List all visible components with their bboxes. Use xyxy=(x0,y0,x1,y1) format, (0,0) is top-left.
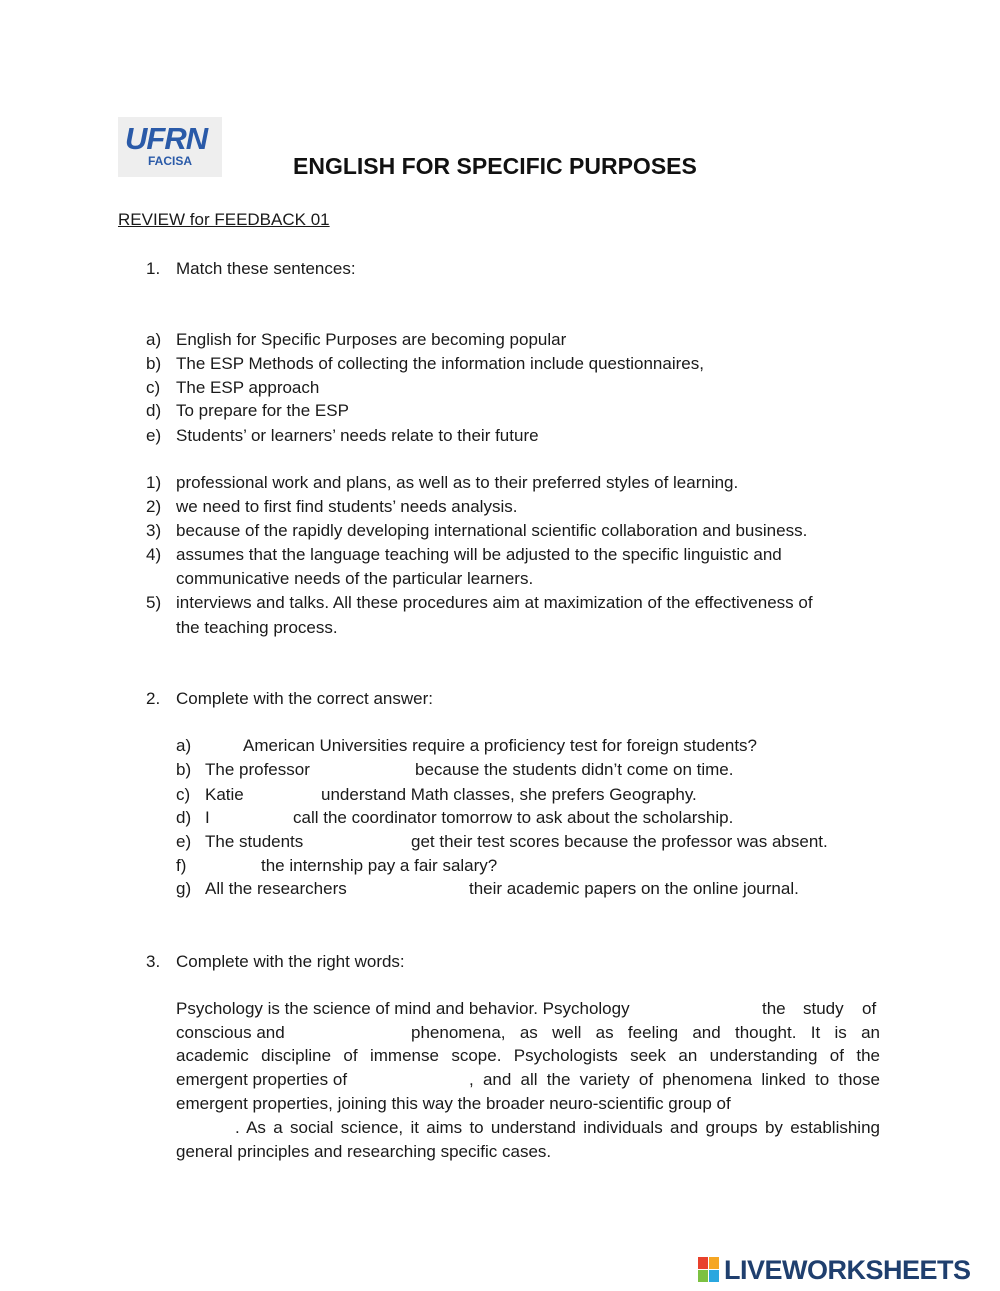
q1-right-item: we need to first find students’ needs analysis. xyxy=(176,497,518,516)
q2-text-after: their academic papers on the online journal. xyxy=(469,879,799,898)
q1-right-item: interviews and talks. All these procedures aim at maximization of the effectiveness of xyxy=(176,593,813,612)
q1-right-marker: 4) xyxy=(146,545,162,564)
logo-main-text: UFRN xyxy=(125,121,208,156)
q2-text-after: call the coordinator tomorrow to ask about the scholarship. xyxy=(293,808,734,827)
q2-marker: e) xyxy=(176,832,192,851)
q2-text-before: I xyxy=(205,808,210,827)
q1-left-item: Students’ or learners’ needs relate to their future xyxy=(176,426,539,445)
q1-number: 1. xyxy=(146,259,161,278)
liveworksheets-blocks-icon xyxy=(698,1257,720,1283)
q2-text-before: The professor xyxy=(205,760,310,779)
q2-text-after: American Universities require a proficiency test for foreign students? xyxy=(243,736,758,755)
q1-left-item: The ESP approach xyxy=(176,378,320,397)
q1-prompt: Match these sentences: xyxy=(176,259,356,278)
q2-marker: b) xyxy=(176,760,192,779)
q3-line-2a: conscious and xyxy=(176,1023,285,1042)
q1-left-marker: c) xyxy=(146,378,161,397)
q1-left-marker: d) xyxy=(146,401,162,420)
q2-text-before: The students xyxy=(205,832,304,851)
q2-marker: a) xyxy=(176,736,192,755)
q2-marker: f) xyxy=(176,856,187,875)
q1-right-item-cont: communicative needs of the particular learners. xyxy=(176,569,534,588)
q1-left-item: English for Specific Purposes are becoming popular xyxy=(176,330,567,349)
q2-text-before: Katie xyxy=(205,785,244,804)
q3-line-1a: Psychology is the science of mind and behavior. Psychology xyxy=(176,999,630,1018)
q2-prompt: Complete with the correct answer: xyxy=(176,689,433,708)
q2-marker: d) xyxy=(176,808,192,827)
q2-marker: c) xyxy=(176,785,191,804)
review-subtitle: REVIEW for FEEDBACK 01 xyxy=(118,210,330,229)
q2-text-after: the internship pay a fair salary? xyxy=(261,856,498,875)
q3-line-4a: emergent properties of xyxy=(176,1070,348,1089)
q1-right-item: professional work and plans, as well as to their preferred styles of learning. xyxy=(176,473,739,492)
q3-line-1b: the xyxy=(762,999,786,1018)
page-title: ENGLISH FOR SPECIFIC PURPOSES xyxy=(293,153,697,179)
q3-number: 3. xyxy=(146,952,161,971)
q2-text-after: get their test scores because the professor was absent. xyxy=(411,832,828,851)
q1-left-item: The ESP Methods of collecting the information include questionnaires, xyxy=(176,354,704,373)
q1-left-marker: e) xyxy=(146,426,162,445)
q3-line-5: emergent properties, joining this way the broader neuro-scientific group of xyxy=(176,1094,731,1113)
q1-right-item-cont: the teaching process. xyxy=(176,618,338,637)
q1-right-marker: 1) xyxy=(146,473,162,492)
q1-left-marker: b) xyxy=(146,354,162,373)
liveworksheets-text: LIVEWORKSHEETS xyxy=(724,1255,971,1285)
q3-line-4b: , and all the variety of phenomena linked to those xyxy=(469,1070,880,1089)
q3-line-1c: study xyxy=(803,999,844,1018)
q3-line-1d: of xyxy=(862,999,877,1018)
ufrn-facisa-logo xyxy=(118,117,222,177)
q3-line-2b: phenomena, as well as feeling and thought. It is an xyxy=(411,1023,880,1042)
q2-text-after: understand Math classes, she prefers Geography. xyxy=(321,785,697,804)
q2-number: 2. xyxy=(146,689,161,708)
q2-text-before: All the researchers xyxy=(205,879,347,898)
q1-left-item: To prepare for the ESP xyxy=(176,401,349,420)
q1-right-marker: 5) xyxy=(146,593,162,612)
q2-text-after: because the students didn’t come on time. xyxy=(415,760,734,779)
q3-line-3: academic discipline of immense scope. Psychologists seek an understanding of the xyxy=(176,1046,880,1065)
q1-left-marker: a) xyxy=(146,330,162,349)
q3-line-7: general principles and researching specific cases. xyxy=(176,1142,552,1161)
q1-right-marker: 3) xyxy=(146,521,162,540)
q1-right-item: because of the rapidly developing international scientific collaboration and business. xyxy=(176,521,808,540)
q2-marker: g) xyxy=(176,879,192,898)
q3-line-6: . As a social science, it aims to understand individuals and groups by establishing xyxy=(235,1118,880,1137)
q3-prompt: Complete with the right words: xyxy=(176,952,405,971)
q1-right-marker: 2) xyxy=(146,497,162,516)
logo-sub-text: FACISA xyxy=(148,154,193,168)
q1-right-item: assumes that the language teaching will be adjusted to the specific linguistic and xyxy=(176,545,782,564)
